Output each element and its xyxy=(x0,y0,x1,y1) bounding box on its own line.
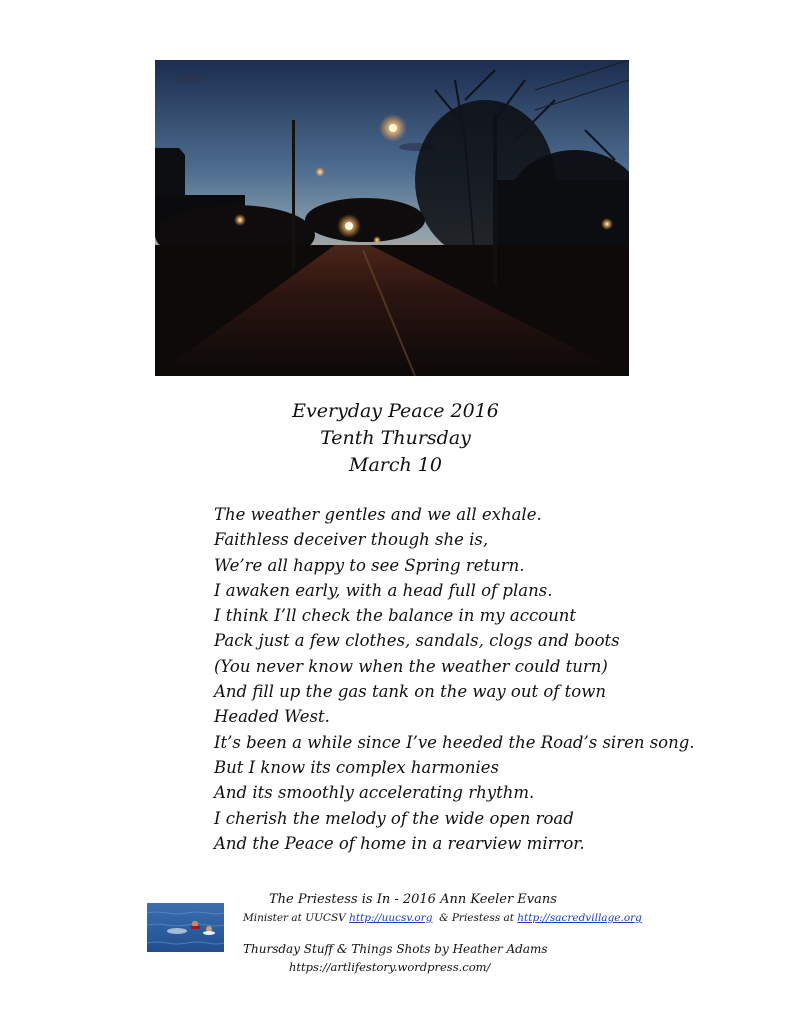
credit-title: The Priestess is In - 2016 Ann Keeler Evans xyxy=(269,892,557,907)
poem xyxy=(214,502,774,856)
sacredvillage-link[interactable]: http://sacredvillage.org xyxy=(517,912,642,924)
poem-line: And the Peace of home in a rearview mirror. xyxy=(214,833,585,853)
poem-line: Faithless deceiver though she is, xyxy=(214,530,489,550)
title-block xyxy=(0,398,791,479)
page-title: Everyday Peace 2016 xyxy=(292,400,499,422)
photo-credit: Thursday Stuff & Things Shots by Heather Adams xyxy=(243,942,548,956)
minister-text: Minister at UUCSV xyxy=(243,912,350,924)
poem-line: (You never know when the weather could turn) xyxy=(214,656,608,676)
dusk-road-photo xyxy=(155,60,629,376)
poem-line: And fill up the gas tank on the way out of town xyxy=(214,682,606,702)
swimmers-thumbnail xyxy=(147,903,224,952)
priestess-text: & Priestess at xyxy=(432,912,518,924)
poem-line: Headed West. xyxy=(214,707,330,727)
poem-line: I think I’ll check the balance in my account xyxy=(214,606,577,626)
photo-credit-url: https://artlifestory.wordpress.com/ xyxy=(289,960,491,974)
poem-line: Pack just a few clothes, sandals, clogs and boots xyxy=(214,631,620,651)
uucsv-link[interactable]: http://uucsv.org xyxy=(349,912,433,924)
poem-line: And its smoothly accelerating rhythm. xyxy=(214,783,535,803)
credit-line xyxy=(243,912,642,924)
poem-line: The weather gentles and we all exhale. xyxy=(214,505,542,524)
poem-line: It’s been a while since I’ve heeded the Road’s siren song. xyxy=(214,732,695,752)
poem-line: I awaken early, with a head full of plans. xyxy=(214,580,553,600)
poem-line: We’re all happy to see Spring return. xyxy=(214,555,525,575)
page-date: March 10 xyxy=(349,454,442,476)
poem-line: But I know its complex harmonies xyxy=(214,757,499,777)
page-subtitle: Tenth Thursday xyxy=(320,427,471,449)
poem-line: I cherish the melody of the wide open road xyxy=(214,808,574,828)
